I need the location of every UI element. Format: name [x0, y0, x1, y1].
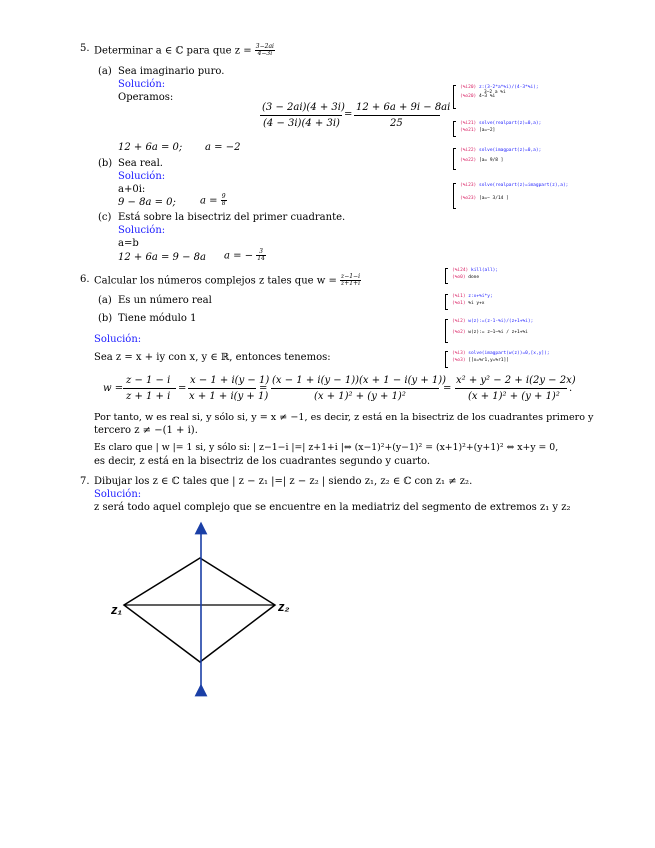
p5-eq-right-bar	[354, 115, 440, 116]
p5c-label: (c)	[98, 212, 112, 223]
p5-eq-left-den: (4 − 3i)(4 + 3i)	[263, 118, 340, 129]
p6-sea: Sea z = x + iy con x, y ∈ ℝ, entonces tenemos:	[94, 352, 331, 363]
p6-f1-bar	[123, 388, 176, 389]
maxima-bracket-3	[453, 148, 456, 170]
maxima-cell-3	[460, 149, 541, 163]
p6a-label: (a)	[98, 295, 112, 306]
p5c-result-pre: a = −	[224, 250, 254, 262]
p7-solucion: Solución:	[94, 489, 142, 500]
p6-fraction-num: z−1−i	[341, 273, 360, 280]
z1-label: z₁	[111, 602, 123, 617]
p5a-result-eq: 12 + 6a = 0;	[118, 142, 183, 153]
mx4-out: [a=− 3/14 ]	[478, 195, 509, 201]
p6-end-dot: .	[569, 383, 573, 394]
p5c-solucion: Solución:	[118, 225, 166, 236]
p5-statement	[94, 44, 275, 58]
p6-statement-text: Calcular los números complejos z tales que w =	[94, 275, 337, 287]
p5-number: 5.	[80, 43, 90, 54]
p5c-line1: a=b	[118, 238, 139, 249]
p5-fraction	[255, 44, 275, 58]
rhombus	[124, 558, 275, 662]
p5a-operamos: Operamos:	[118, 92, 174, 103]
mx7-out: w(z):= z−1−%i / z+1+%i	[468, 329, 528, 335]
mx8-out: [[x=%r1,y=%r1]]	[468, 357, 509, 363]
p6-solucion: Solución:	[94, 334, 142, 345]
p5-eq-left-bar	[260, 115, 342, 116]
mx4-in-cmd: solve(realpart(z)=imagpart(z),a);	[478, 183, 569, 188]
p5b-result	[200, 194, 227, 208]
mx3-out-label: (%o22)	[460, 157, 477, 163]
maxima-bracket-4	[453, 183, 456, 209]
mx5-in-cmd: kill(all);	[470, 268, 499, 273]
p6-fraction	[340, 274, 361, 288]
p6-fraction-den: z+1+i	[341, 280, 360, 288]
maxima-bracket-7	[445, 319, 448, 343]
p6-f1-den: z + 1 + i	[126, 391, 171, 402]
p6-f2-den: x + 1 + i(y + 1)	[189, 391, 269, 402]
p6-number: 6.	[80, 274, 90, 285]
mx2-out-label: (%o21)	[460, 127, 477, 133]
mx1-out-num: 3−2 a %i	[484, 89, 506, 95]
p7-text: z será todo aquel complejo que se encuentre en la mediatriz del segmento de extremos z₁ y z₂	[94, 502, 571, 513]
maxima-cell-4	[460, 184, 568, 201]
mx4-in-label: (%i23)	[460, 183, 477, 188]
mx6-out: %i y+x	[468, 300, 485, 306]
maxima-cell-1	[460, 86, 539, 100]
p6-eq2: =	[259, 383, 268, 394]
maxima-bracket-8	[445, 351, 448, 368]
p5b-solucion: Solución:	[118, 171, 166, 182]
p6-f4-num: x² + y² − 2 + i(2y − 2x)	[456, 375, 576, 386]
p6-f4-den: (x + 1)² + (y + 1)²	[468, 391, 560, 402]
p5b-line2: 9 − 8a = 0;	[118, 197, 176, 208]
p6-text3: Es claro que | w |= 1 si, y sólo si: | z−1−i |=| z+1+i |⇔ (x−1)²+(y−1)² = (x+1)²+(y+1)² ⇔ x+y = 0,	[94, 442, 559, 453]
mx3-in-label: (%i22)	[460, 148, 477, 153]
p6-text4: es decir, z está en la bisectriz de los cuadrantes segundo y cuarto.	[94, 456, 431, 467]
maxima-cell-5	[452, 269, 498, 280]
maxima-bracket-5	[445, 268, 448, 284]
p6-f3-den: (x + 1)² + (y + 1)²	[314, 391, 406, 402]
maxima-cell-7	[452, 320, 533, 335]
mx3-in-cmd: solve(imagpart(z)=0,a);	[478, 148, 542, 153]
mx5-in-label: (%i24)	[452, 268, 469, 273]
p6-eq1: =	[178, 383, 187, 394]
p6b-text: Tiene módulo 1	[118, 313, 197, 324]
mx1-in-label: (%i20)	[460, 85, 477, 90]
mx1-out-label: (%o20)	[460, 94, 477, 99]
p5c-result-num: 3	[256, 249, 266, 256]
p5b-result-pre: a =	[200, 195, 218, 207]
mx4-out-label: (%o23)	[460, 195, 477, 201]
p5a-label: (a)	[98, 66, 112, 77]
mx5-out-label: (%o0)	[452, 274, 466, 280]
mx7-in-cmd: w(z):=(z-1-%i)/(z+1+%i);	[468, 319, 534, 324]
p5-fraction-den: 4−3i	[257, 50, 273, 58]
mx8-in-label: (%i3)	[452, 351, 466, 356]
p5-eq-right-den: 25	[390, 118, 403, 129]
mx8-out-label: (%o3)	[452, 357, 466, 363]
p6-f1-num: z − 1 − i	[126, 375, 171, 386]
maxima-cell-2	[460, 122, 541, 133]
p5a-text: Sea imaginario puro.	[118, 66, 225, 77]
mx6-out-label: (%o1)	[452, 300, 466, 306]
p6-f2-bar	[188, 388, 256, 389]
p5b-line1: a+0i:	[118, 184, 146, 195]
p7-number: 7.	[80, 476, 90, 487]
p6-f3-bar	[271, 388, 439, 389]
mx8-in-cmd: solve(imagpart(w(z))=0,[x,y]);	[468, 351, 550, 356]
mx2-in-cmd: solve(realpart(z)=0,a);	[478, 121, 542, 126]
p6-f3-num: (x − 1 + i(y − 1))(x + 1 − i(y + 1))	[272, 375, 447, 386]
z2-label: z₂	[278, 599, 290, 614]
mx1-out: 4−3 %i	[478, 94, 496, 99]
mx2-in-label: (%i21)	[460, 121, 477, 126]
maxima-cell-8	[452, 352, 550, 363]
mx3-out: [a= 9/8 ]	[478, 157, 504, 163]
p5c-result-frac	[256, 249, 266, 263]
p5-eq-left-num: (3 − 2ai)(4 + 3i)	[262, 102, 345, 113]
p5b-result-den: 8	[221, 200, 226, 208]
mx6-in-label: (%i1)	[452, 294, 466, 299]
mx7-out-label: (%o2)	[452, 329, 466, 335]
p5b-result-frac	[221, 194, 227, 208]
p6-eq3: =	[443, 383, 452, 394]
maxima-bracket-2	[453, 121, 456, 137]
p6-text1: Por tanto, w es real si, y sólo si, y = x ≠ −1, es decir, z está en la bisectriz de los cuadrantes primero y	[94, 412, 594, 423]
p5-eq-right-num: 12 + 6a + 9i − 8ai	[356, 102, 451, 113]
maxima-bracket-1	[453, 85, 456, 109]
p5-eq-equals: =	[344, 109, 353, 120]
p6-f4-bar	[455, 388, 567, 389]
mx7-in-label: (%i2)	[452, 319, 466, 324]
p5c-text: Está sobre la bisectriz del primer cuadrante.	[118, 212, 346, 223]
mx1-in-cmd: z:(3-2*a*%i)/(4-3*%i);	[478, 85, 539, 90]
p5c-result-den: 14	[257, 255, 265, 263]
p5b-label: (b)	[98, 158, 113, 169]
p5-fraction-num: 3−2ai	[255, 43, 274, 50]
p6-w-eq: w =	[103, 383, 124, 394]
mx6-in-cmd: z:x+%i*y;	[468, 294, 493, 299]
mx5-out: done	[468, 274, 480, 280]
p5b-result-num: 9	[221, 193, 226, 200]
p5c-line2: 12 + 6a = 9 − 8a	[118, 252, 206, 263]
p5a-solucion: Solución:	[118, 79, 166, 90]
p6-statement	[94, 274, 361, 288]
p5-statement-text: Determinar a ∈ ℂ para que z =	[94, 45, 252, 57]
maxima-bracket-6	[445, 294, 448, 310]
p5a-result-a: a = −2	[205, 142, 241, 153]
p5c-result	[224, 249, 266, 263]
p6b-label: (b)	[98, 313, 113, 324]
p6-text2: tercero z ≠ −(1 + i).	[94, 425, 198, 436]
mediatriz-figure	[100, 520, 320, 700]
p5b-text: Sea real.	[118, 158, 163, 169]
p6-f2-num: x − 1 + i(y − 1)	[190, 375, 270, 386]
p7-statement: Dibujar los z ∈ ℂ tales que | z − z₁ |=| z − z₂ | siendo z₁, z₂ ∈ ℂ con z₁ ≠ z₂.	[94, 476, 473, 487]
mx2-out: [a=−2]	[478, 127, 496, 133]
maxima-cell-6	[452, 295, 493, 306]
p6a-text: Es un número real	[118, 295, 212, 306]
